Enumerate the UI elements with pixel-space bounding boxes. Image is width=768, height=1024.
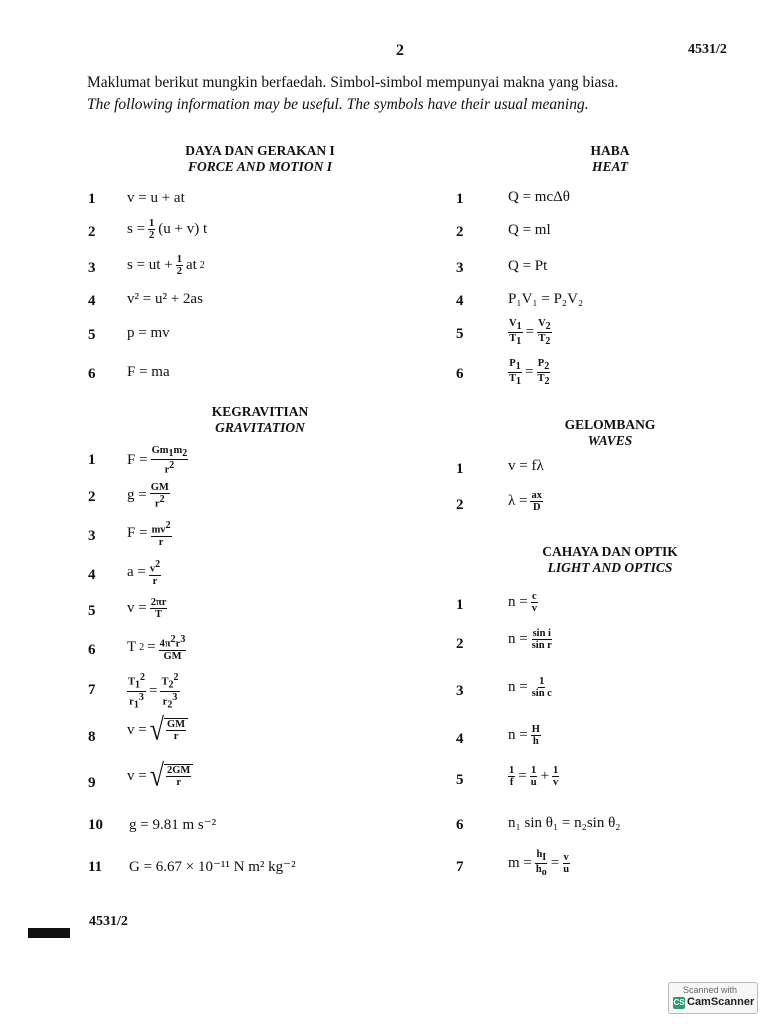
section-gravitation-title: KEGRAVITIAN GRAVITATION (211, 404, 309, 435)
item-number: 1 (456, 191, 464, 207)
formula-grav-1: F = $Gm_1m_2$ $r^2$ (127, 445, 188, 476)
formula-heat-4: P₁V₁ = P₂V₂ (508, 291, 584, 307)
formula-heat-2: Q = ml (508, 222, 551, 238)
item-number: 3 (456, 260, 464, 276)
item-number: 2 (88, 224, 96, 240)
item-number: 6 (456, 366, 464, 382)
formula-grav-11: G = 6.67 × 10⁻¹¹ N m² kg⁻² (129, 859, 296, 875)
item-number: 1 (456, 597, 464, 613)
formula-grav-10: g = 9.81 m s⁻² (129, 817, 217, 833)
footer-bar (28, 928, 70, 938)
intro-malay: Maklumat berikut mungkin berfaedah. Simbol-simbol mempunyai makna yang biasa. (87, 74, 619, 91)
item-number: 4 (88, 567, 96, 583)
formula-force-1: v = u + at (127, 190, 185, 206)
section-heat-title: HABA HEAT (590, 143, 630, 174)
formula-light-1: n = c v (508, 591, 537, 614)
item-number: 10 (88, 817, 103, 833)
item-number: 2 (456, 636, 464, 652)
formula-grav-8: v = √ GM r (127, 718, 188, 742)
item-number: 6 (88, 366, 96, 382)
item-number: 1 (88, 191, 96, 207)
formula-waves-2: λ = ax D (508, 490, 542, 513)
formula-light-3: n = 1 sin c (508, 676, 552, 699)
formula-heat-6: $P_1$ $T_1$ = $P_2$ $T_2$ (509, 358, 550, 388)
item-number: 3 (88, 528, 96, 544)
item-number: 6 (456, 817, 464, 833)
item-number: 11 (88, 859, 103, 875)
formula-grav-7: $T_1^2$ $r_1^3$ = $T_2^2$ $r_2^3$ (128, 672, 179, 711)
item-number: 5 (456, 326, 464, 342)
formula-light-7: m = $h_I$ $h_o$ = v u (508, 849, 570, 879)
formula-grav-6: T 2 = $4\pi^2r^3$ GM (127, 634, 186, 662)
item-number: 5 (88, 603, 96, 619)
formula-heat-3: Q = Pt (508, 258, 548, 274)
formula-grav-5: v = 2πr T (127, 597, 167, 620)
item-number: 5 (456, 772, 464, 788)
formula-heat-1: Q = mcΔθ (508, 189, 570, 205)
camscanner-watermark: Scanned with CS CamScanner (668, 982, 758, 1014)
formula-force-5: p = mv (127, 325, 170, 341)
formula-grav-9: v = √ 2GM r (127, 764, 193, 788)
formula-light-5: 1 f = 1 u + 1 v (509, 765, 559, 788)
paper-code: 4531/2 (688, 42, 727, 57)
formula-light-6: n₁ sin θ₁ = n₂sin θ₂ (508, 815, 621, 831)
item-number: 7 (456, 859, 464, 875)
item-number: 1 (456, 461, 464, 477)
formula-grav-3: F = $mv^2$ r (127, 520, 171, 548)
item-number: 6 (88, 642, 96, 658)
camscanner-logo-icon: CS (673, 998, 685, 1007)
item-number: 9 (88, 775, 96, 791)
item-number: 8 (88, 729, 96, 745)
item-number: 7 (88, 682, 96, 698)
formula-heat-5: $V_1$ $T_1$ = $V_2$ $T_2$ (509, 318, 551, 348)
formula-force-3: s = ut + 1 2 at 2 (127, 254, 205, 277)
item-number: 3 (456, 683, 464, 699)
footer-paper-code: 4531/2 (89, 914, 128, 929)
intro-english: The following information may be useful. The symbols have their usual meaning. (87, 96, 589, 113)
formula-force-6: F = ma (127, 364, 170, 380)
formula-light-2: n = sin i sin r (508, 628, 552, 651)
formula-light-4: n = H h (508, 724, 540, 747)
item-number: 5 (88, 327, 96, 343)
formula-force-4: v² = u² + 2as (127, 291, 203, 307)
item-number: 4 (88, 293, 96, 309)
formula-force-2: s = 1 2 (u + v) t (127, 218, 208, 241)
item-number: 2 (88, 489, 96, 505)
formula-grav-2: g = GM $r^2$ (127, 482, 169, 510)
formula-waves-1: v = fλ (508, 458, 544, 474)
formula-grav-4: a = $v^2$ r (127, 559, 161, 587)
item-number: 2 (456, 497, 464, 513)
item-number: 1 (88, 452, 96, 468)
item-number: 2 (456, 224, 464, 240)
item-number: 4 (456, 293, 464, 309)
item-number: 3 (88, 260, 96, 276)
section-waves-title: GELOMBANG WAVES (564, 417, 656, 448)
page-number: 2 (396, 42, 404, 59)
item-number: 4 (456, 731, 464, 747)
section-light-title: CAHAYA DAN OPTIK LIGHT AND OPTICS (542, 544, 678, 575)
section-force-title: DAYA DAN GERAKAN I FORCE AND MOTION I (185, 143, 335, 174)
